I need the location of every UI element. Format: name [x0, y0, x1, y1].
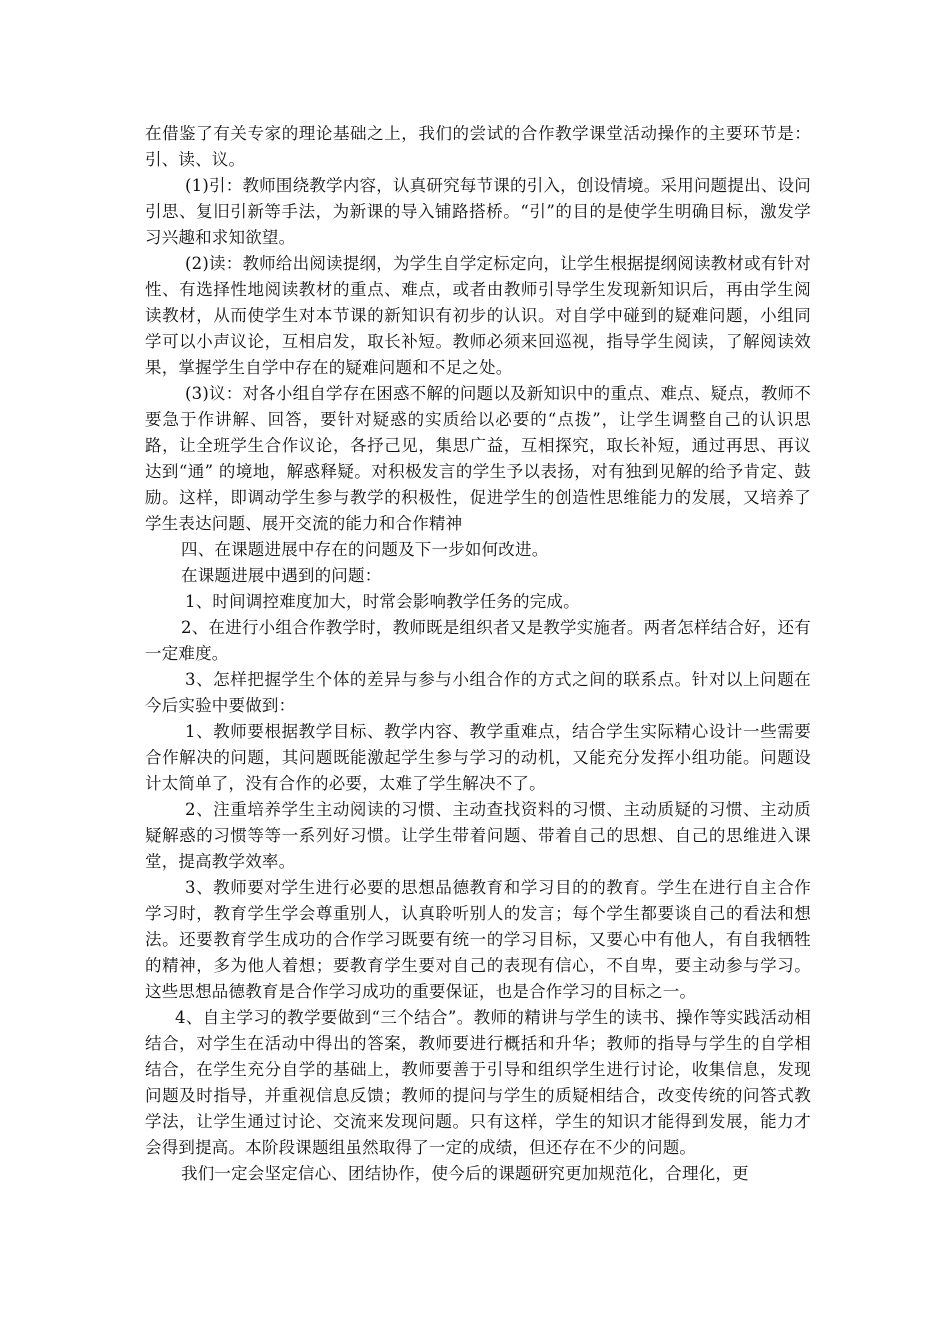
improvement-item-4: 4、自主学习的教学要做到“三个结合”。教师的精讲与学生的读书、操作等实践活动相结合，对学生在活动中得出的答案，教师要进行概括和升华；教师的指导与学生的自学相结合，在学生充分自学的基础上，教师要善于引导和组织学生进行讨论，收集信息，发现问题及时指导，并重视信息反馈；教师的提问与学生的质疑相结合，改变传统的问答式教学法，让学生通过讨论、交流来发现问题。只有这样，学生的知识才能得到发展，能力才会得到提高。本阶段课题组虽然取得了一定的成绩，但还存在不少的问题。 — [145, 1008, 811, 1157]
document-page — [145, 121, 811, 1187]
problem-item-3: 3、怎样把握学生个体的差异与参与小组合作的方式之间的联系点。针对以上问题在今后实验中要做到： — [145, 670, 811, 715]
intro-paragraph: 在借鉴了有关专家的理论基础之上，我们的尝试的合作教学课堂活动操作的主要环节是：引、读、议。 — [145, 124, 811, 169]
closing-paragraph: 我们一定会坚定信心、团结协作，使今后的课题研究更加规范化，合理化，更 — [181, 1164, 749, 1183]
problem-item-1: 1、时间调控难度加大，时常会影响教学任务的完成。 — [185, 592, 580, 611]
improvement-item-1: 1、教师要根据教学目标、教学内容、教学重难点，结合学生实际精心设计一些需要合作解决的问题，其问题既能激起学生参与学习的动机，又能充分发挥小组功能。问题设计太简单了，没有合作的必要，太难了学生解决不了。 — [145, 722, 811, 793]
step-read-paragraph: (2)读：教师给出阅读提纲，为学生自学定标定向，让学生根据提纲阅读教材或有针对性、有选择性地阅读教材的重点、难点，或者由教师引导学生发现新知识后，再由学生阅读教材，从而使学生对本节课的新知识有初步的认识。对自学中碰到的疑难问题，小组同学可以小声议论，互相启发，取长补短。教师必须来回巡视，指导学生阅读，了解阅读效果，掌握学生自学中存在的疑难问题和不足之处。 — [145, 254, 811, 377]
problems-intro-paragraph: 在课题进展中遇到的问题： — [181, 566, 382, 585]
step-discuss-paragraph: (3)议：对各小组自学存在困惑不解的问题以及新知识中的重点、难点、疑点，教师不要急于作讲解、回答，要针对疑惑的实质给以必要的“点拨”，让学生调整自己的认识思路，让全班学生合作议论，各抒己见，集思广益，互相探究，取长补短，通过再思、再议达到“通” 的境地，解惑释疑。对积极发言的学生予以表扬，对有独到见解的给予肯定、鼓励。这样，即调动学生参与教学的积极性，促进学生的创造性思维能力的发展，又培养了学生表达问题、展开交流的能力和合作精神 — [145, 384, 811, 533]
problem-item-2: 2、在进行小组合作教学时，教师既是组织者又是教学实施者。两者怎样结合好，还有一定难度。 — [145, 618, 811, 663]
step-guide-paragraph: (1)引：教师围绕教学内容，认真研究每节课的引入，创设情境。采用问题提出、设问引思、复旧引新等手法，为新课的导入铺路搭桥。“引”的目的是使学生明确目标，激发学习兴趣和求知欲望。 — [145, 176, 811, 247]
improvement-item-2: 2、注重培养学生主动阅读的习惯、主动查找资料的习惯、主动质疑的习惯、主动质疑解惑的习惯等等一系列好习惯。让学生带着问题、带着自己的思想、自己的思维进入课堂，提高教学效率。 — [145, 800, 811, 871]
improvement-item-3: 3、教师要对学生进行必要的思想品德教育和学习目的的教育。学生在进行自主合作学习时，教育学生学会尊重别人，认真聆听别人的发言；每个学生都要谈自己的看法和想法。还要教育学生成功的合作学习既要有统一的学习目标，又要心中有他人，有自我牺牲的精神，多为他人着想；要教育学生要对自己的表现有信心，不自卑，要主动参与学习。这些思想品德教育是合作学习成功的重要保证，也是合作学习的目标之一。 — [145, 878, 811, 1001]
section-heading-four: 四、在课题进展中存在的问题及下一步如何改进。 — [181, 540, 549, 559]
